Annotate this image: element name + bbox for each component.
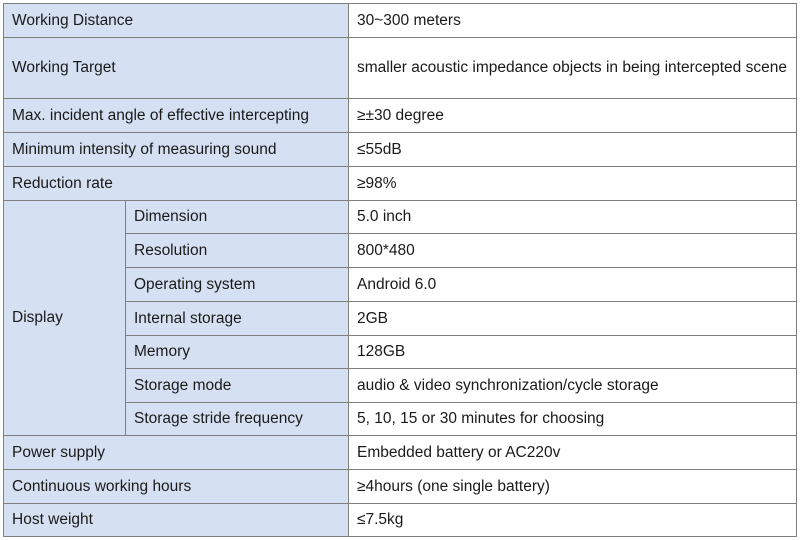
spec-sublabel: Resolution — [126, 234, 349, 268]
specification-table — [3, 3, 797, 537]
spec-sublabel: Internal storage — [126, 302, 349, 336]
spec-label: Minimum intensity of measuring sound — [4, 133, 349, 167]
spec-sublabel: Dimension — [126, 201, 349, 234]
spec-sublabel: Storage stride frequency — [126, 403, 349, 436]
spec-value: 128GB — [349, 336, 797, 369]
spec-label: Working Target — [4, 38, 349, 99]
spec-label: Continuous working hours — [4, 470, 349, 504]
spec-label: Reduction rate — [4, 167, 349, 201]
spec-value: ≥4hours (one single battery) — [349, 470, 797, 504]
spec-value: Android 6.0 — [349, 268, 797, 302]
table-row — [4, 99, 797, 133]
spec-value: Embedded battery or AC220v — [349, 436, 797, 470]
table-row — [4, 504, 797, 537]
spec-sublabel: Memory — [126, 336, 349, 369]
spec-value: ≥98% — [349, 167, 797, 201]
spec-sublabel: Storage mode — [126, 369, 349, 403]
table-row — [4, 38, 797, 99]
spec-value: audio & video synchronization/cycle storage — [349, 369, 797, 403]
spec-value: 800*480 — [349, 234, 797, 268]
spec-sublabel: Operating system — [126, 268, 349, 302]
spec-value: smaller acoustic impedance objects in being intercepted scene — [349, 38, 797, 99]
spec-value: ≤55dB — [349, 133, 797, 167]
display-group-label: Display — [4, 201, 126, 436]
table-row — [4, 4, 797, 38]
spec-label: Power supply — [4, 436, 349, 470]
spec-value: 5.0 inch — [349, 201, 797, 234]
table-row — [4, 470, 797, 504]
table-row — [4, 201, 797, 234]
spec-value: 2GB — [349, 302, 797, 336]
table-row — [4, 436, 797, 470]
table-row — [4, 167, 797, 201]
spec-label: Host weight — [4, 504, 349, 537]
spec-label: Max. incident angle of effective intercepting — [4, 99, 349, 133]
spec-value: ≥±30 degree — [349, 99, 797, 133]
spec-value: 5, 10, 15 or 30 minutes for choosing — [349, 403, 797, 436]
table-row — [4, 133, 797, 167]
spec-value: 30~300 meters — [349, 4, 797, 38]
spec-value: ≤7.5kg — [349, 504, 797, 537]
spec-label: Working Distance — [4, 4, 349, 38]
